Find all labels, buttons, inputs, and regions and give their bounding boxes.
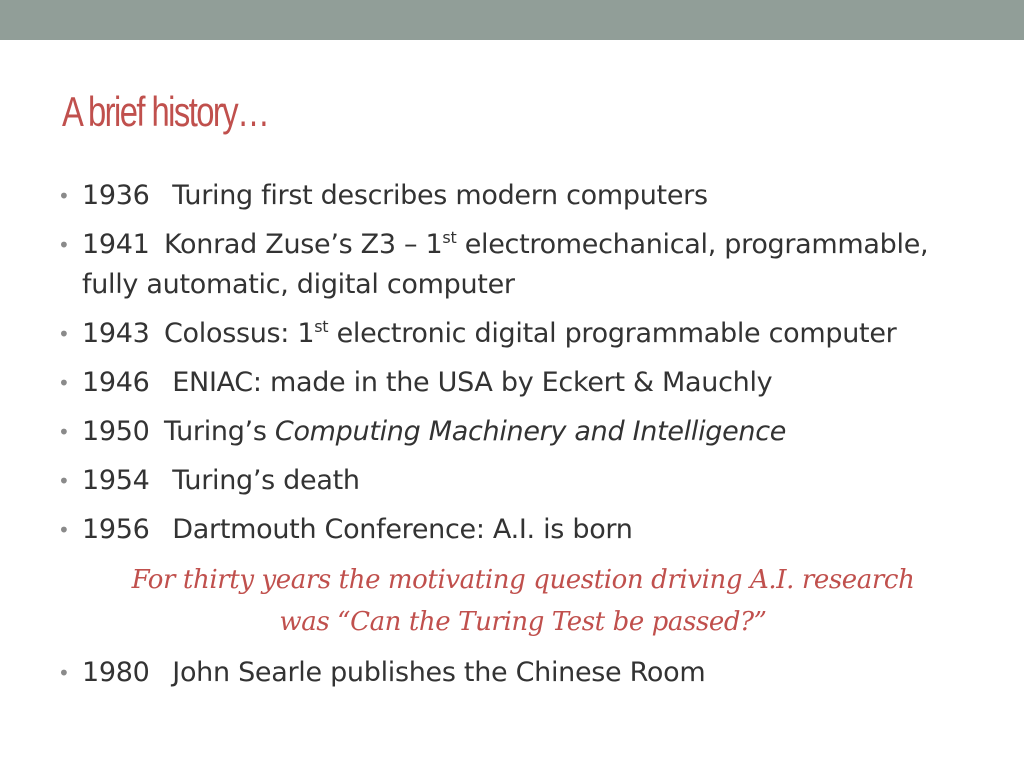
year: 1936 [82,180,150,211]
bullet-icon: • [58,371,70,395]
bullet-icon: • [58,322,70,346]
event-text: Dartmouth Conference: A.I. is born [172,514,633,545]
list-item [58,461,988,501]
top-bar [0,0,1024,40]
list-item [58,176,988,216]
superscript: st [314,317,329,336]
bullet-icon: • [58,661,70,685]
year: 1954 [82,465,150,496]
book-title: Computing Machinery and Intelligence [274,416,787,447]
bullet-icon: • [58,233,70,257]
event-text: Turing’s death [172,465,360,496]
year: 1946 [82,367,150,398]
year: 1943 [82,318,150,349]
slide-title: A brief history… [62,88,269,135]
bullet-list [58,176,988,702]
event-text: ENIAC: made in the USA by Eckert & Mauchly [172,367,773,398]
list-item [58,412,988,452]
bullet-icon: • [58,518,70,542]
year: 1950 [82,416,150,447]
list-item [58,510,988,550]
list-item [58,225,988,305]
quote-note [58,559,988,643]
event-text: Turing’s Computing Machinery and Intelligence [164,416,787,447]
year: 1956 [82,514,150,545]
list-item [58,314,988,354]
event-text: Turing first describes modern computers [172,180,708,211]
event-text: Konrad Zuse’s Z3 – 1st electromechanical, programmable, fully automatic, digital computer [82,228,929,300]
year: 1980 [82,657,150,688]
bullet-icon: • [58,469,70,493]
event-text: John Searle publishes the Chinese Room [172,657,706,688]
list-item [58,653,988,693]
superscript: st [442,228,457,247]
year: 1941 [82,229,150,260]
quote-line-2: was “Can the Turing Test be passed?” [279,607,767,637]
bullet-icon: • [58,184,70,208]
quote-line-1: For thirty years the motivating question driving A.I. research [131,565,915,595]
bullet-icon: • [58,420,70,444]
list-item [58,363,988,403]
event-text: Colossus: 1st electronic digital programmable computer [164,317,897,349]
